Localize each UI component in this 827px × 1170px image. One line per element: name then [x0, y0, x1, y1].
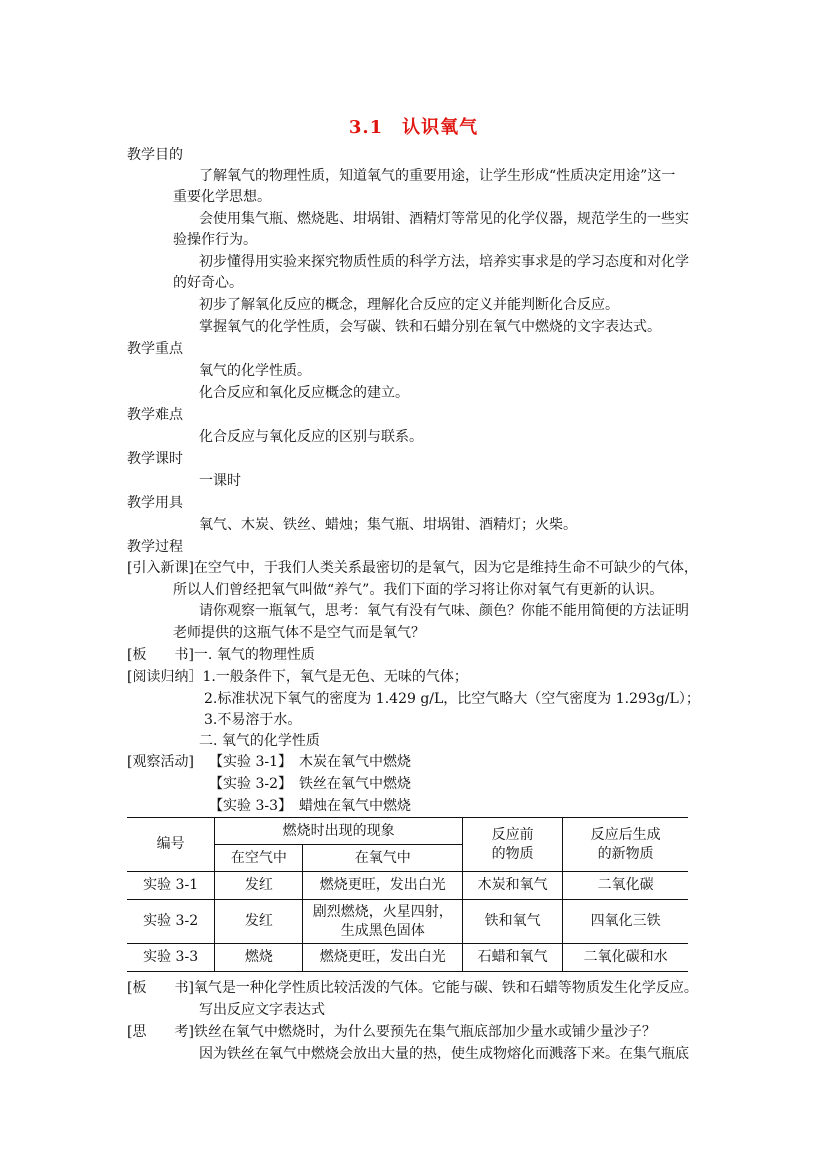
table-row: [127, 872, 688, 900]
reading-summary-3: 3.不易溶于水。: [204, 712, 302, 728]
process-heading: 教学过程: [127, 539, 183, 555]
board-note-2: [板 书]氧气是一种化学性质比较活泼的气体。它能与碳、铁和石蜡等物质发生化学反应。: [127, 980, 698, 996]
header-number: 编号: [127, 818, 215, 872]
row-2-products: 四氧化三铁: [563, 900, 688, 944]
experiment-3-1: 【实验 3-1】 木炭在氧气中燃烧: [209, 754, 411, 770]
tools-list: 氧气、木炭、铁丝、蜡烛；集气瓶、坩埚钳、酒精灯；火柴。: [199, 517, 577, 533]
key-point-1: 氧气的化学性质。: [199, 363, 311, 379]
row-2-number: 实验 3-2: [127, 900, 215, 944]
table-row: [127, 944, 688, 972]
objective-2-line-a: 会使用集气瓶、燃烧匙、坩埚钳、酒精灯等常见的化学仪器，规范学生的一些实: [199, 211, 689, 227]
row-1-reactants: 木炭和氧气: [463, 872, 563, 900]
objective-3-line-b: 的好奇心。: [173, 275, 243, 291]
observation-label: [观察活动]: [127, 754, 194, 770]
row-2-oxygen: 剧烈燃烧，火星四射， 生成黑色固体: [303, 900, 463, 944]
section-chemical-properties: 二. 氧气的化学性质: [199, 733, 320, 749]
header-phenomenon: 燃烧时出现的现象: [215, 818, 463, 845]
row-2-air: 发红: [215, 900, 303, 944]
row-3-air: 燃烧: [215, 944, 303, 972]
row-2-reactants: 铁和氧气: [463, 900, 563, 944]
objective-1-line-a: 了解氧气的物理性质，知道氧气的重要用途，让学生形成“性质决定用途”这一: [199, 168, 676, 184]
experiment-3-2: 【实验 3-2】 铁丝在氧气中燃烧: [209, 776, 411, 792]
experiment-3-3: 【实验 3-3】 蜡烛在氧气中燃烧: [209, 798, 411, 814]
header-reactants: 反应前 的物质: [463, 818, 563, 872]
row-1-air: 发红: [215, 872, 303, 900]
objective-2-line-b: 验操作行为。: [173, 232, 257, 248]
row-3-oxygen: 燃烧更旺，发出白光: [303, 944, 463, 972]
row-3-products: 二氧化碳和水: [563, 944, 688, 972]
difficulties-heading: 教学难点: [127, 407, 183, 423]
header-products: 反应后生成 的新物质: [563, 818, 688, 872]
reading-summary-2: 2.标准状况下氧气的密度为 1.429 g/L，比空气略大（空气密度为 1.293g/L）；: [204, 691, 700, 707]
row-1-number: 实验 3-1: [127, 872, 215, 900]
row-1-oxygen: 燃烧更旺，发出白光: [303, 872, 463, 900]
write-expressions: 写出反应文字表达式: [199, 1002, 325, 1018]
question-line-b: 老师提供的这瓶气体不是空气而是氧气？: [173, 625, 425, 641]
board-note-1: [板 书]一. 氧气的物理性质: [127, 647, 315, 663]
objective-1-line-b: 重要化学思想。: [173, 189, 271, 205]
hours-heading: 教学课时: [127, 451, 183, 467]
objective-3-line-a: 初步懂得用实验来探究物质性质的科学方法，培养实事求是的学习态度和对化学: [199, 254, 689, 270]
table-row: [127, 900, 688, 944]
header-in-oxygen: 在氧气中: [303, 845, 463, 872]
question-line-a: 请你观察一瓶氧气，思考：氧气有没有气味、颜色？你能不能用简便的方法证明: [199, 603, 689, 619]
objective-4: 初步了解氧化反应的概念，理解化合反应的定义并能判断化合反应。: [199, 297, 619, 313]
hours-value: 一课时: [199, 473, 241, 489]
row-1-products: 二氧化碳: [563, 872, 688, 900]
header-in-air: 在空气中: [215, 845, 303, 872]
intro-line-b: 所以人们曾经把氧气叫做“养气”。我们下面的学习将让你对氧气有更新的认识。: [173, 582, 664, 598]
row-3-reactants: 石蜡和氧气: [463, 944, 563, 972]
document-title: 3.1 认识氧气: [348, 117, 479, 138]
difficulty-1: 化合反应与氧化反应的区别与联系。: [199, 429, 423, 445]
tools-heading: 教学用具: [127, 495, 183, 511]
objective-5: 掌握氧气的化学性质，会写碳、铁和石蜡分别在氧气中燃烧的文字表达式。: [199, 319, 661, 335]
reading-summary-1: [阅读归纳］1.一般条件下，氧气是无色、无味的气体；: [127, 669, 468, 685]
key-points-heading: 教学重点: [127, 341, 183, 357]
experiment-table: [127, 817, 688, 972]
think-answer: 因为铁丝在氧气中燃烧会放出大量的热，使生成物熔化而溅落下来。在集气瓶底: [199, 1046, 689, 1062]
think-question: [思 考]铁丝在氧气中燃烧时，为什么要预先在集气瓶底部加少量水或铺少量沙子？: [127, 1024, 656, 1040]
row-3-number: 实验 3-3: [127, 944, 215, 972]
key-point-2: 化合反应和氧化反应概念的建立。: [199, 385, 409, 401]
objectives-heading: 教学目的: [127, 147, 183, 163]
intro-line-a: [引入新课]在空气中，于我们人类关系最密切的是氧气，因为它是维持生命不可缺少的气体，: [127, 560, 698, 576]
